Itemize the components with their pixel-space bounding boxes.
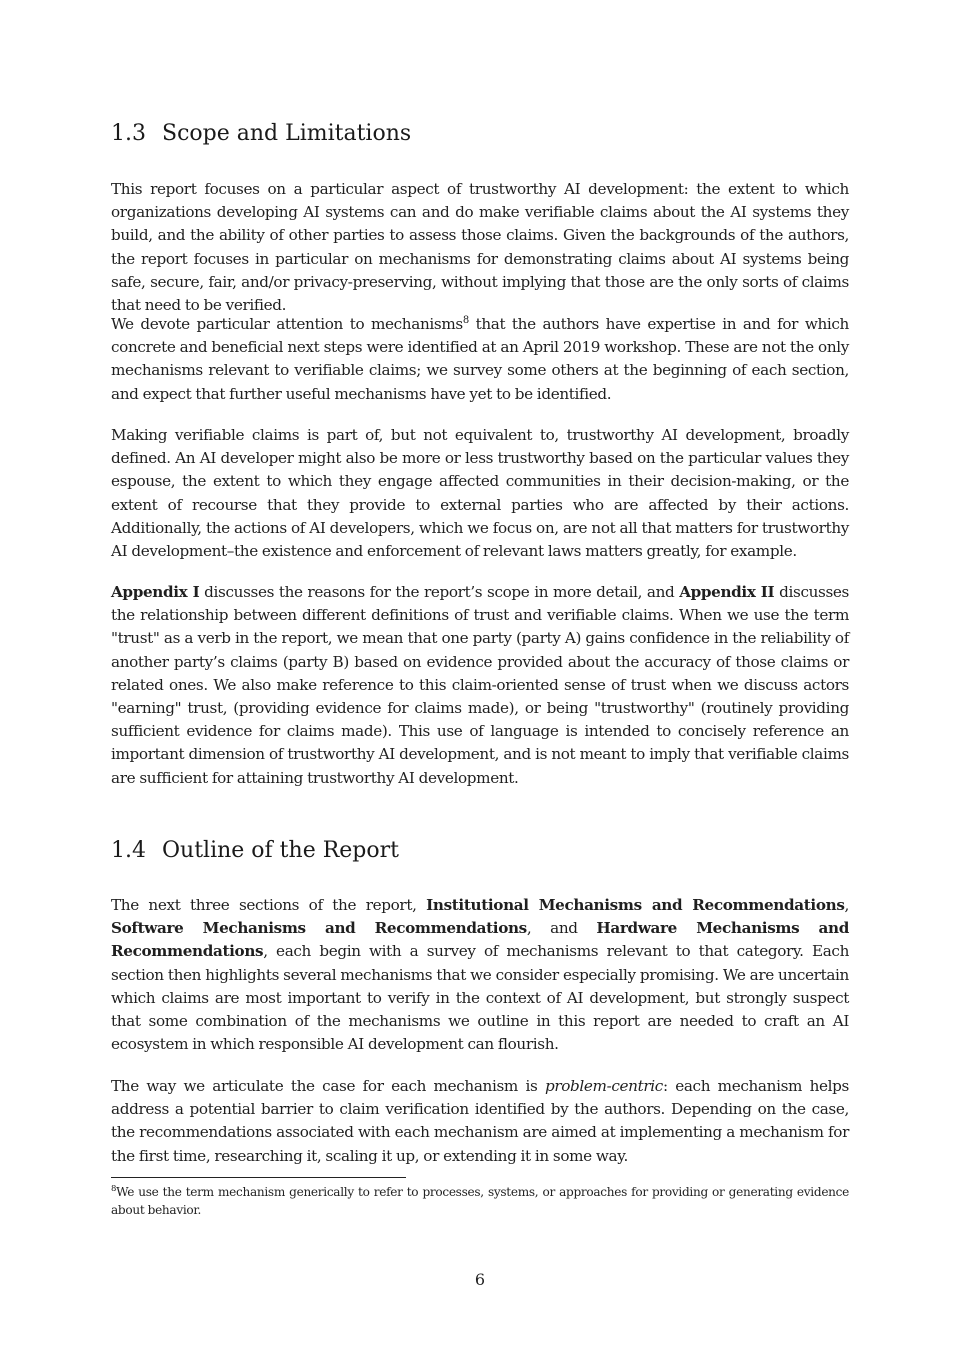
paragraph xyxy=(111,1075,849,1168)
section-number: 1.3 xyxy=(111,121,146,146)
paragraph-text: Making verifiable claims is part of, but not equivalent to, trustworthy AI development, broadly defined. An AI developer might also be more or less trustworthy based on the particular values they espouse, the extent to which they engage affected communities in their decision-making, or the extent of recourse that they provide to external parties who are affected by their actions. Additionally, the actions of AI developers, which we focus on, are not all that matters for trustworthy AI development–the existence and enforcement of relevant laws matters greatly, for example. xyxy=(111,426,849,561)
footnote-divider xyxy=(111,1177,406,1178)
paragraph-text: The next three sections of the report, xyxy=(111,896,427,914)
section-number: 1.4 xyxy=(111,838,146,863)
paragraph xyxy=(111,581,849,790)
paragraph xyxy=(111,894,849,1056)
appendix-reference[interactable]: Appendix II xyxy=(679,583,775,601)
paragraph xyxy=(111,313,849,406)
section-title: Scope and Limitations xyxy=(162,121,412,146)
paragraph-text: We devote particular attention to mechanisms xyxy=(111,315,463,333)
section-reference[interactable]: Software Mechanisms and Recommendations xyxy=(111,919,527,938)
section-heading-outline xyxy=(111,838,399,863)
emphasis: problem-centric xyxy=(544,1077,663,1095)
section-heading-scope xyxy=(111,121,411,146)
paragraph xyxy=(111,178,849,317)
paragraph-text: discusses the reasons for the report’s scope in more detail, and xyxy=(199,583,680,601)
section-title: Outline of the Report xyxy=(162,838,399,863)
paragraph-text: , each begin with a survey of mechanisms relevant to that category. Each section then highlights several mechanisms that we consider especially promising. We are uncertain which claims are most important to verify in the context of AI development, but strongly suspect that some combination of the mechanisms we outline in this report are needed to craft an AI ecosystem in which responsible AI development can flourish. xyxy=(111,942,849,1054)
page-number: 6 xyxy=(474,1270,486,1289)
footnote-text: We use the term mechanism generically to refer to processes, systems, or approaches for providing or generating evidence about behavior. xyxy=(111,1185,849,1217)
paragraph-text: that the authors have expertise in and for which concrete and beneficial next steps were identified at an April 2019 workshop. These are not the only mechanisms relevant to verifiable claims; we survey some others at the beginning of each section, and expect that further useful mechanisms have yet to be identified. xyxy=(111,315,849,403)
paragraph-text: discusses the relationship between different definitions of trust and verifiable claims. When we use the term "trust" as a verb in the report, we mean that one party (party A) gains confidence in the reliability of another party’s claims (party B) based on evidence provided about the accuracy of those claims or related ones. We also make reference to this claim-oriented sense of trust when we discuss actors "earning" trust, (providing evidence for claims made), or being "trustworthy" (routinely providing sufficient evidence for claims made). This use of language is intended to concisely reference an important dimension of trustworthy AI development, and is not meant to imply that verifiable claims are sufficient for attaining trustworthy AI development. xyxy=(111,583,849,787)
paragraph-text: The way we articulate the case for each mechanism is xyxy=(111,1077,545,1095)
appendix-reference[interactable]: Appendix I xyxy=(111,583,200,601)
paragraph-text: , and xyxy=(526,919,597,938)
footnote xyxy=(111,1183,849,1219)
section-reference[interactable]: Institutional Mechanisms and Recommendations xyxy=(426,896,845,914)
paragraph-text: : each mechanism helps address a potential barrier to claim verification identified by the authors. Depending on the case, the recommendations associated with each mechanism are aimed at implementing a mechanism for the first time, researching it, scaling it up, or extending it in some way. xyxy=(111,1077,849,1165)
paragraph xyxy=(111,424,849,563)
paragraph-text: , xyxy=(844,896,849,914)
section-reference[interactable]: Hardware Mechanisms and Recommendations xyxy=(111,919,849,961)
footnote-reference[interactable]: 8 xyxy=(462,314,469,326)
paragraph-text: This report focuses on a particular aspect of trustworthy AI development: the extent to which organizations developing AI systems can and do make verifiable claims about the AI systems they build, and the ability of other parties to assess those claims. Given the backgrounds of the authors, the report focuses in particular on mechanisms for demonstrating claims about AI systems being safe, secure, fair, and/or privacy-preserving, without implying that those are the only sorts of claims that need to be verified. xyxy=(111,180,849,315)
footnote-number: 8 xyxy=(111,1183,117,1194)
